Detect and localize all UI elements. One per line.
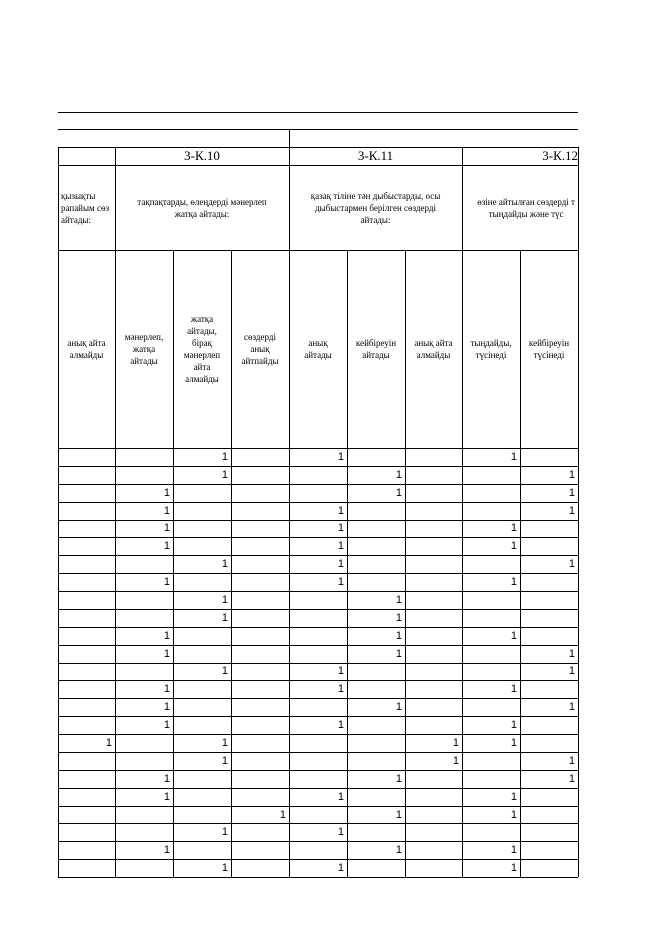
table-cell (520, 841, 578, 859)
table-cell: 1 (163, 486, 170, 499)
table-cell (405, 537, 462, 555)
section-code: 3-К.12 (542, 148, 578, 163)
table-cell: 1 (163, 701, 170, 714)
table-cell (462, 752, 520, 770)
table-cell (231, 448, 289, 466)
table-cell (58, 752, 115, 770)
table-cell (347, 520, 405, 538)
column-header: анық айта алмайды (67, 338, 106, 360)
table-cell: 1 (221, 862, 228, 875)
table-cell (231, 502, 289, 520)
table-cell: 1 (395, 629, 402, 642)
column-header: жатқа айтады, бірақ мәнерлеп айта алмайды (183, 314, 221, 384)
table-cell (462, 770, 520, 788)
table-cell: 1 (510, 576, 517, 589)
table-cell: 1 (163, 576, 170, 589)
table-cell (173, 484, 231, 502)
table-cell (173, 841, 231, 859)
table-cell (58, 609, 115, 627)
table-cell (115, 734, 173, 752)
table-cell (520, 859, 578, 877)
table-cell (405, 645, 462, 663)
table-cell: 1 (221, 665, 228, 678)
table-cell: 1 (395, 611, 402, 624)
table-cell: 1 (279, 808, 286, 821)
row-rule (58, 877, 578, 878)
section-code: 3-К.11 (357, 148, 394, 163)
table-cell: 1 (163, 540, 170, 553)
table-cell (289, 645, 347, 663)
table-cell (231, 663, 289, 681)
table-cell: 1 (510, 808, 517, 821)
table-cell (520, 591, 578, 609)
table-cell (58, 788, 115, 806)
table-cell: 1 (163, 844, 170, 857)
description-k12: өзіне айтылған сөздерді т тыңдайды және түс (477, 196, 575, 219)
table-cell (289, 609, 347, 627)
table-cell: 1 (221, 826, 228, 839)
column-header: кейбіреуін түсінеді (528, 338, 570, 360)
table-cell: 1 (163, 629, 170, 642)
table-cell: 1 (163, 504, 170, 517)
table-cell (173, 788, 231, 806)
column-header: тыңдайды, түсінеді (470, 338, 512, 360)
table-cell (231, 520, 289, 538)
table-cell: 1 (452, 754, 459, 767)
table-cell: 1 (163, 790, 170, 803)
table-cell: 1 (221, 558, 228, 571)
table-cell (115, 806, 173, 824)
table-cell: 1 (510, 862, 517, 875)
table-cell (347, 537, 405, 555)
table-cell (115, 859, 173, 877)
table-cell: 1 (221, 468, 228, 481)
column-header: кейбіреуін айтады (355, 338, 397, 360)
table-cell: 1 (221, 450, 228, 463)
table-cell (405, 627, 462, 645)
table-cell: 1 (568, 647, 575, 660)
table-cell (405, 806, 462, 824)
column-header: сөздерді анық айтпайды (241, 332, 279, 366)
table-cell (347, 788, 405, 806)
table-cell (58, 698, 115, 716)
table-cell (115, 609, 173, 627)
table-cell (405, 466, 462, 484)
table-cell: 1 (395, 593, 402, 606)
table-cell (231, 537, 289, 555)
table-cell (347, 555, 405, 573)
table-cell (115, 555, 173, 573)
table-cell (347, 734, 405, 752)
table-cell: 1 (337, 576, 344, 589)
table-cell (231, 627, 289, 645)
table-cell (58, 591, 115, 609)
table-cell: 1 (163, 719, 170, 732)
table-cell (173, 698, 231, 716)
table-cell: 1 (221, 754, 228, 767)
table-cell (58, 484, 115, 502)
table-cell (462, 502, 520, 520)
table-cell (289, 734, 347, 752)
table-cell: 1 (221, 593, 228, 606)
table-cell (405, 502, 462, 520)
table-cell (405, 716, 462, 734)
table-cell: 1 (395, 486, 402, 499)
table-cell (58, 502, 115, 520)
table-cell (231, 591, 289, 609)
table-cell (347, 663, 405, 681)
table-cell (405, 609, 462, 627)
table-cell (405, 788, 462, 806)
table-cell: 1 (337, 665, 344, 678)
table-cell (231, 734, 289, 752)
table-cell: 1 (452, 737, 459, 750)
table-cell (520, 788, 578, 806)
table-cell: 1 (568, 772, 575, 785)
table-cell (173, 716, 231, 734)
table-cell (58, 645, 115, 663)
table-cell (462, 609, 520, 627)
table-cell (115, 466, 173, 484)
table-cell (462, 663, 520, 681)
table-cell: 1 (337, 790, 344, 803)
table-cell (115, 591, 173, 609)
table-cell (520, 448, 578, 466)
table-cell (58, 841, 115, 859)
table-cell (173, 520, 231, 538)
table-cell (405, 698, 462, 716)
description-k11: қазақ тіліне тән дыбыстарды, осы дыбыстармен берілген сөздерді айтады: (310, 190, 441, 225)
table-cell: 1 (510, 719, 517, 732)
table-cell (520, 537, 578, 555)
table-cell: 1 (395, 701, 402, 714)
table-cell (405, 555, 462, 573)
table-cell (289, 627, 347, 645)
table-cell: 1 (568, 701, 575, 714)
table-cell (405, 591, 462, 609)
table-cell (347, 448, 405, 466)
table-cell (231, 645, 289, 663)
table-cell (347, 823, 405, 841)
table-cell (231, 859, 289, 877)
table-cell (462, 698, 520, 716)
table-cell (173, 502, 231, 520)
table-cell (58, 770, 115, 788)
description-k10: тақпақтарды, өлеңдерді мәнерлеп жатқа айтады: (137, 196, 267, 219)
table-cell (231, 609, 289, 627)
table-cell (520, 627, 578, 645)
table-cell: 1 (510, 683, 517, 696)
table-cell (462, 591, 520, 609)
table-cell (520, 806, 578, 824)
table-cell: 1 (510, 629, 517, 642)
section-code: 3-К.10 (184, 148, 220, 163)
table-cell (462, 466, 520, 484)
table-cell (289, 752, 347, 770)
table-cell: 1 (510, 844, 517, 857)
table-cell (289, 770, 347, 788)
table-cell (58, 573, 115, 591)
table-cell (231, 484, 289, 502)
table-cell (231, 770, 289, 788)
table-cell (405, 859, 462, 877)
table-cell (231, 716, 289, 734)
table-cell: 1 (395, 772, 402, 785)
column-header: мәнерлеп, жатқа айтады (124, 332, 164, 366)
table-cell (405, 841, 462, 859)
table-cell (231, 680, 289, 698)
table-cell (231, 823, 289, 841)
table-cell (173, 573, 231, 591)
table-cell (520, 823, 578, 841)
table-cell (231, 698, 289, 716)
table-cell: 1 (395, 844, 402, 857)
table-cell (520, 520, 578, 538)
table-cell (231, 573, 289, 591)
table-cell: 1 (510, 522, 517, 535)
description-left: қызықты рапайым сөз айтады: (61, 190, 110, 225)
table-cell (405, 663, 462, 681)
table-cell (347, 573, 405, 591)
table-cell: 1 (395, 647, 402, 660)
table-cell (173, 537, 231, 555)
table-cell (58, 448, 115, 466)
table-cell (173, 627, 231, 645)
table-cell (231, 752, 289, 770)
table-cell: 1 (163, 772, 170, 785)
table-cell (58, 466, 115, 484)
table-cell (347, 716, 405, 734)
table-cell (231, 841, 289, 859)
table-cell: 1 (163, 647, 170, 660)
table-cell (231, 555, 289, 573)
table-cell (520, 734, 578, 752)
table-cell: 1 (163, 683, 170, 696)
table-cell: 1 (337, 862, 344, 875)
column-header: анық айтады (304, 338, 332, 360)
table-cell: 1 (337, 558, 344, 571)
top-rule (58, 112, 578, 113)
table-cell (289, 841, 347, 859)
table-cell: 1 (510, 790, 517, 803)
table-cell: 1 (510, 540, 517, 553)
table-cell: 1 (568, 754, 575, 767)
table-cell: 1 (568, 468, 575, 481)
table-cell (405, 770, 462, 788)
table-cell (520, 716, 578, 734)
table-cell (347, 859, 405, 877)
table-cell (347, 752, 405, 770)
table-cell: 1 (510, 450, 517, 463)
table-cell: 1 (337, 719, 344, 732)
table-cell (405, 484, 462, 502)
table-cell (58, 680, 115, 698)
table-cell (58, 859, 115, 877)
table-cell (115, 663, 173, 681)
table-cell (115, 752, 173, 770)
table-cell (58, 627, 115, 645)
table-cell (58, 537, 115, 555)
table-cell (231, 466, 289, 484)
table-cell: 1 (337, 522, 344, 535)
table-cell (520, 680, 578, 698)
table-cell (462, 823, 520, 841)
table-cell: 1 (510, 737, 517, 750)
table-cell: 1 (568, 486, 575, 499)
table-cell (462, 484, 520, 502)
table-cell: 1 (337, 683, 344, 696)
table-cell (405, 823, 462, 841)
table-cell (58, 520, 115, 538)
table-cell (58, 716, 115, 734)
table-cell (462, 555, 520, 573)
table-cell: 1 (337, 504, 344, 517)
table-cell: 1 (337, 826, 344, 839)
table-cell (347, 680, 405, 698)
table-cell (115, 448, 173, 466)
table-cell (289, 466, 347, 484)
table-cell: 1 (163, 522, 170, 535)
right-border (578, 147, 579, 877)
table-cell: 1 (568, 558, 575, 571)
table-cell: 1 (395, 808, 402, 821)
table-cell (289, 591, 347, 609)
table-cell (405, 448, 462, 466)
table-cell (405, 573, 462, 591)
table-cell: 1 (337, 450, 344, 463)
table-cell (347, 502, 405, 520)
group-rule (58, 129, 578, 130)
table-cell (115, 823, 173, 841)
table-cell (289, 806, 347, 824)
table-cell (405, 680, 462, 698)
table-cell: 1 (221, 611, 228, 624)
table-cell (173, 645, 231, 663)
table-cell: 1 (568, 504, 575, 517)
table-cell (462, 645, 520, 663)
table-cell: 1 (395, 468, 402, 481)
table-cell (520, 609, 578, 627)
table-cell (173, 806, 231, 824)
table-cell (405, 520, 462, 538)
table-cell: 1 (105, 737, 112, 750)
table-cell (58, 663, 115, 681)
table-cell: 1 (337, 540, 344, 553)
table-cell: 1 (221, 737, 228, 750)
column-header: анық айта алмайды (414, 338, 453, 360)
table-cell (173, 770, 231, 788)
table-cell (289, 484, 347, 502)
table-cell (231, 788, 289, 806)
table-cell (58, 555, 115, 573)
table-cell (58, 806, 115, 824)
table-cell (173, 680, 231, 698)
table-cell: 1 (568, 665, 575, 678)
table-cell (58, 823, 115, 841)
table-cell (520, 573, 578, 591)
table-cell (289, 698, 347, 716)
